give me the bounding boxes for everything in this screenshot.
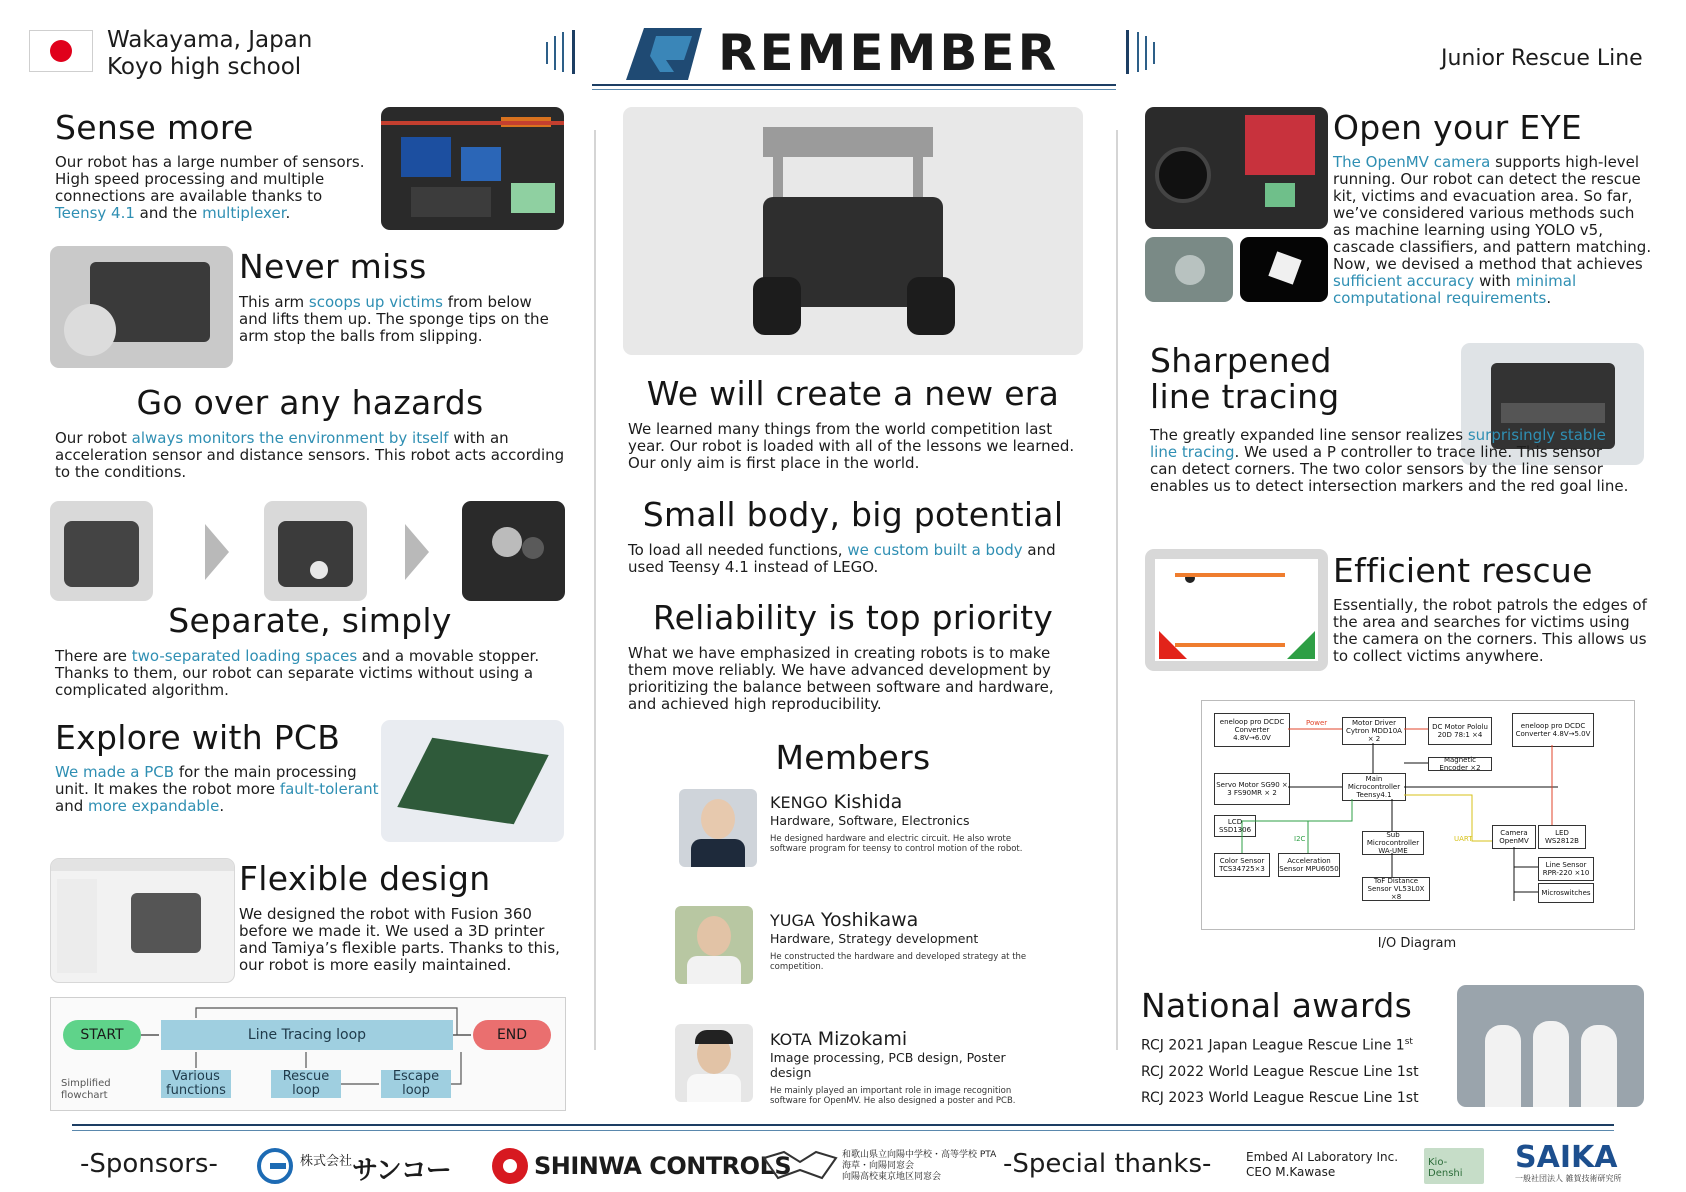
member-last-name: Yoshikawa: [820, 909, 919, 931]
flexible-title: Flexible design: [239, 859, 491, 898]
small-title: Small body, big potential: [642, 495, 1064, 534]
never-title: Never miss: [239, 247, 427, 286]
arrow-right-icon: [205, 524, 229, 580]
location-block: [107, 27, 312, 81]
section-line-tracing: [1150, 343, 1460, 416]
member-photo-kishida: [679, 789, 757, 867]
io-encoder: Magnetic Encoder ×2: [1428, 757, 1492, 771]
sense-title: Sense more: [55, 108, 254, 147]
separate-text: There are two-separated loading spaces and a movable stopper. Thanks to them, our robot can separate victims without using a complicated algorithm.: [55, 647, 540, 700]
header-underline: [592, 84, 1116, 86]
io-servo: Servo Motor SG90 × 3 FS90MR × 2: [1214, 773, 1290, 805]
member-role: Hardware, Strategy development: [770, 931, 979, 946]
sponsor-embed-ai: Embed AI Laboratory Inc. CEO M.Kawase: [1246, 1150, 1399, 1179]
line-text-block: [1150, 427, 1630, 495]
hazards-text: Our robot always monitors the environment by itself with an acceleration sensor and distance sensors. This robot acts according to the conditions.: [55, 429, 565, 482]
member-first-name: KOTA: [770, 1030, 812, 1049]
flow-various: Various functions: [161, 1070, 231, 1098]
never-text: This arm scoops up victims from below and lifts them up. The sponge tips on the arm stop the balls from slipping.: [239, 293, 549, 346]
robot-photo: [623, 107, 1083, 355]
io-lcd: LCD SSD1306: [1214, 815, 1256, 837]
io-eneloop-1: eneloop pro DCDC Converter 4.8V→6.0V: [1214, 713, 1290, 747]
left-bars-decoration: [546, 30, 586, 74]
award-1: RCJ 2021 Japan League Rescue Line 1st: [1141, 1037, 1413, 1054]
io-camera: Camera OpenMV: [1492, 825, 1536, 849]
section-reliability: [628, 600, 1078, 713]
member-desc: He constructed the hardware and developed strategy at the competition.: [770, 952, 1027, 972]
member-first-name: YUGA: [770, 911, 815, 930]
location-text: Wakayama, Japan: [107, 27, 313, 53]
header-underline-thin: [592, 89, 1116, 90]
io-motor-driver: Motor Driver Cytron MDD10A × 2: [1342, 717, 1406, 745]
member-last-name: Mizokami: [817, 1028, 908, 1050]
section-hazards: [55, 385, 565, 481]
io-accel-sensor: Acceleration Sensor MPU6050: [1278, 853, 1340, 877]
team-photo: [1457, 985, 1644, 1107]
flow-arrows: [51, 998, 565, 1110]
sponsors-label: -Sponsors-: [80, 1149, 218, 1179]
separate-photo-3: [462, 501, 565, 601]
member-last-name: Kishida: [833, 791, 903, 813]
footer-divider-thin: [72, 1130, 1614, 1131]
rescue-text: Essentially, the robot patrols the edges of the area and searches for victims using the camera on the corners. This allows us to collect victims anywhere.: [1333, 596, 1647, 666]
team-name: REMEMBER: [718, 24, 1060, 82]
members-title: Members: [775, 738, 931, 777]
pcb-text: We made a PCB for the main processing unit. It makes the robot more fault-tolerant and more expandable.: [55, 763, 379, 816]
fusion360-screenshot: [50, 858, 235, 983]
io-eneloop-2: eneloop pro DCDC Converter 4.8V→5.0V: [1512, 713, 1594, 747]
io-dc-motor: DC Motor Pololu 20D 78:1 ×4: [1428, 717, 1492, 745]
member-role: Image processing, PCB design, Poster design: [770, 1050, 1006, 1080]
member-kishida: [770, 792, 1040, 854]
remember-logo-icon: [626, 26, 710, 80]
electronics-photo: [381, 107, 564, 230]
flow-start: START: [63, 1020, 141, 1050]
sponsor-sanko: $^{株式会社}$サンコー: [300, 1154, 451, 1186]
flow-escape: Escape loop: [381, 1070, 451, 1098]
io-power-label: Power: [1306, 719, 1328, 727]
pcb-title: Explore with PCB: [55, 718, 341, 757]
saika-logo: SAIKA 一般社団法人 雑賀技術研究所: [1515, 1140, 1622, 1183]
io-main-controller: Main Microcontroller Teensy4.1: [1342, 773, 1406, 801]
arrow-right-icon: [405, 524, 429, 580]
io-line-sensor: Line Sensor RPR-220 ×10: [1538, 857, 1594, 881]
section-new-era: [628, 376, 1078, 472]
io-tof: ToF Distance Sensor VL53L0X ×8: [1362, 877, 1430, 901]
divider-right: [1116, 130, 1118, 1050]
flow-loop: Line Tracing loop: [161, 1020, 453, 1050]
io-caption: I/O Diagram: [1377, 936, 1457, 951]
school-text: Koyo high school: [107, 54, 302, 80]
award-3: RCJ 2023 World League Rescue Line 1st: [1141, 1089, 1419, 1106]
reliability-title: Reliability is top priority: [652, 598, 1054, 637]
section-rescue: [1333, 553, 1653, 665]
line-text: The greatly expanded line sensor realizes surprisingly stable line tracing. We used a P controller to trace line. This sensor can detect corners. The two color sensors by the line sensor enables us to detect intersection markers and the red goal line.: [1150, 426, 1629, 495]
member-mizokami: [770, 1029, 1050, 1106]
io-sub-controller: Sub Microcontroller WA-UME: [1362, 831, 1424, 855]
rescue-map-image: [1145, 549, 1328, 671]
member-desc: He mainly played an important role in image recognition software for OpenMV. He also designed a poster and PCB.: [770, 1086, 1016, 1106]
member-first-name: KENGO: [770, 793, 828, 812]
eye-title: Open your EYE: [1333, 108, 1583, 147]
pta-emblem-icon: [762, 1148, 838, 1182]
member-role: Hardware, Software, Electronics: [770, 813, 970, 828]
sponsor-shinwa: SHINWA CONTROLS: [534, 1152, 792, 1180]
section-small-body: [628, 497, 1078, 576]
io-switches: Microswitches: [1538, 883, 1594, 903]
member-yoshikawa: [770, 910, 1040, 972]
league-text: Junior Rescue Line: [1441, 46, 1643, 71]
separate-title: Separate, simply: [168, 601, 452, 640]
shinwa-logo-icon: [490, 1146, 530, 1186]
section-flexible: [239, 861, 569, 974]
awards-title: National awards: [1141, 986, 1413, 1025]
award-2: RCJ 2022 World League Rescue Line 1st: [1141, 1063, 1419, 1080]
section-sense-more: [55, 110, 375, 222]
pcb-render-image: [381, 720, 564, 842]
arm-photo: [50, 246, 233, 368]
member-photo-yoshikawa: [675, 906, 753, 984]
flow-rescue: Rescue loop: [271, 1070, 341, 1098]
io-diagram: [1201, 700, 1635, 930]
openmv-photo: [1145, 107, 1328, 229]
flow-caption: Simplified flowchart: [61, 1078, 111, 1101]
kio-denshi-logo: Kio-Denshi: [1424, 1148, 1484, 1184]
section-pcb: [55, 720, 385, 815]
rescue-title: Efficient rescue: [1333, 551, 1593, 590]
eye-text: The OpenMV camera supports high-level running. Our robot can detect the rescue kit, victims and evacuation area. So far, we’ve considered various methods such as machine learning using YOLO v5, cascade classifiers, and pattern matching. Now, we devised a method that achieves sufficient accuracy with minimal computational requirements.: [1333, 153, 1652, 308]
separate-photo-2: [264, 501, 367, 601]
flow-end: END: [473, 1020, 551, 1050]
section-open-eye: [1333, 110, 1653, 307]
io-color-sensor: Color Sensor TCS34725×3: [1214, 853, 1270, 877]
section-never-miss: [239, 249, 559, 345]
right-bars-decoration: [1126, 30, 1166, 74]
footer-divider: [72, 1124, 1614, 1126]
line-title: Sharpened line tracing: [1150, 341, 1340, 417]
section-awards: [1141, 988, 1441, 1107]
sense-text: Our robot has a large number of sensors. High speed processing and multiple connections are available thanks to Teensy 4.1 and the multiplexer.: [55, 153, 365, 223]
member-photo-mizokami: [675, 1024, 753, 1102]
detection-image: [1240, 237, 1328, 302]
hazards-title: Go over any hazards: [136, 383, 484, 422]
flowchart: [50, 997, 566, 1111]
member-desc: He designed hardware and electric circuit. He also wrote software program for teensy to control motion of the robot.: [770, 834, 1023, 854]
flexible-text: We designed the robot with Fusion 360 before we made it. We used a 3D printer and Tamiya’s flexible parts. Thanks to this, our robot is more easily maintained.: [239, 905, 560, 975]
io-connections: [1202, 701, 1634, 929]
sanko-logo-icon: [256, 1147, 296, 1185]
japan-flag-icon: [29, 30, 93, 72]
sponsor-pta: 和歌山県立向陽中学校・高等学校 PTA 海草・向陽同窓会 向陽高校東京地区同窓会: [842, 1150, 997, 1182]
divider-left: [594, 130, 596, 1050]
era-title: We will create a new era: [646, 374, 1060, 413]
io-led: LED WS2812B: [1538, 825, 1586, 849]
io-uart-label: UART: [1454, 835, 1473, 843]
era-text: We learned many things from the world competition last year. Our robot is loaded with all of the lessons we learned. Our only aim is first place in the world.: [628, 420, 1075, 473]
reliability-text: What we have emphasized in creating robots is to make them move reliably. We have advanced development by prioritizing the balance between software and hardware, and achieved high reproducibility.: [628, 644, 1054, 714]
small-text: To load all needed functions, we custom built a body and used Teensy 4.1 instead of LEGO.: [628, 541, 1056, 577]
special-thanks-label: -Special thanks-: [1003, 1149, 1212, 1179]
section-separate: [55, 603, 565, 699]
io-i2c-label: I2C: [1294, 835, 1306, 843]
victim-ball-image: [1145, 237, 1233, 302]
separate-photo-1: [50, 501, 153, 601]
